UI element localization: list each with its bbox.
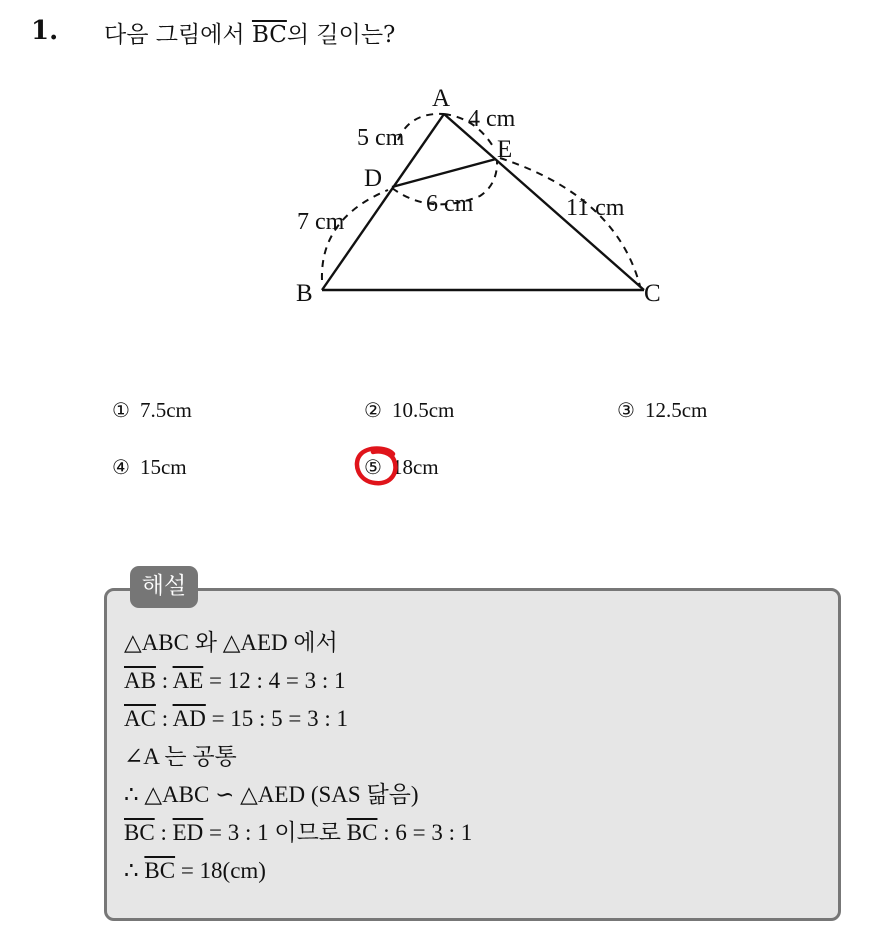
choice-4-text: 15cm [139,455,187,479]
question-text-before: 다음 그림에서 [104,22,252,48]
choice-1-text: 7.5cm [139,398,192,422]
solution-text: : [155,706,173,731]
overline-segment: $\overline{BC}$ [144,858,176,883]
choice-2-mark: ② [364,398,382,422]
solution-text: : [154,820,173,845]
solution-line [124,814,472,852]
solution-line [124,700,472,738]
solution-line [124,662,472,700]
segment-de [392,159,496,187]
solution-lines [124,624,472,890]
overline-segment: $\overline{AC}$ [124,706,156,731]
solution-line [124,852,472,890]
vertex-a: A [432,85,451,112]
solution-text: ∴ [124,858,145,883]
overline-segment: $\overline{AE}$ [172,668,204,693]
solution-text: = 15 : 5 = 3 : 1 [205,706,349,731]
solution-text: : [155,668,173,693]
vertex-d: D [364,165,383,192]
choice-4[interactable] [112,455,187,480]
overline-segment: $\overline{ED}$ [172,820,204,845]
choice-3-text: 12.5cm [644,398,708,422]
question-number: 1. [31,16,59,46]
solution-line [124,624,472,662]
label-ec: 11 cm [566,195,625,221]
solution-text: = 18(cm) [175,858,266,883]
question-text-after: 의 길이는? [286,22,396,48]
solution-text: ∠A 는 공통 [124,744,237,769]
answer-circle-mark [353,444,401,488]
solution-text: ∴ △ABC ∽ △AED (SAS 닮음) [124,782,419,807]
solution-text: = 3 : 1 이므로 [203,820,347,845]
label-de: 6 cm [426,191,474,217]
choice-1-mark: ① [112,398,130,422]
overline-segment: $\overline{AB}$ [124,668,156,693]
label-ae: 4 cm [468,106,516,132]
label-ad: 5 cm [357,125,405,151]
overline-segment: $\overline{BC}$ [124,820,155,845]
choice-2[interactable] [364,398,454,423]
vertex-c: C [644,280,661,307]
solution-tag: 해설 [130,566,198,608]
choice-4-mark: ④ [112,455,130,479]
solution-line [124,776,472,814]
overline-segment: $\overline{AD}$ [172,706,206,731]
solution-text: = 12 : 4 = 3 : 1 [203,668,346,693]
choice-3[interactable] [617,398,707,423]
triangle-figure [280,78,700,308]
choice-5-mark: ⑤ [364,455,382,479]
solution-text: △ABC 와 △AED 에서 [124,630,338,655]
vertex-b: B [296,280,313,307]
segment-bc: $\overline{BC}$ [251,22,287,48]
solution-line [124,738,472,776]
choice-5-text: 18cm [391,455,439,479]
choice-2-text: 10.5cm [391,398,455,422]
arc-db [322,190,388,280]
overline-segment: $\overline{BC}$ [346,820,378,845]
question-text [104,16,395,49]
solution-text: : 6 = 3 : 1 [377,820,473,845]
vertex-e: E [497,136,513,163]
label-db: 7 cm [297,209,345,235]
choice-1[interactable] [112,398,192,423]
arc-ad [398,114,444,140]
choice-3-mark: ③ [617,398,635,422]
